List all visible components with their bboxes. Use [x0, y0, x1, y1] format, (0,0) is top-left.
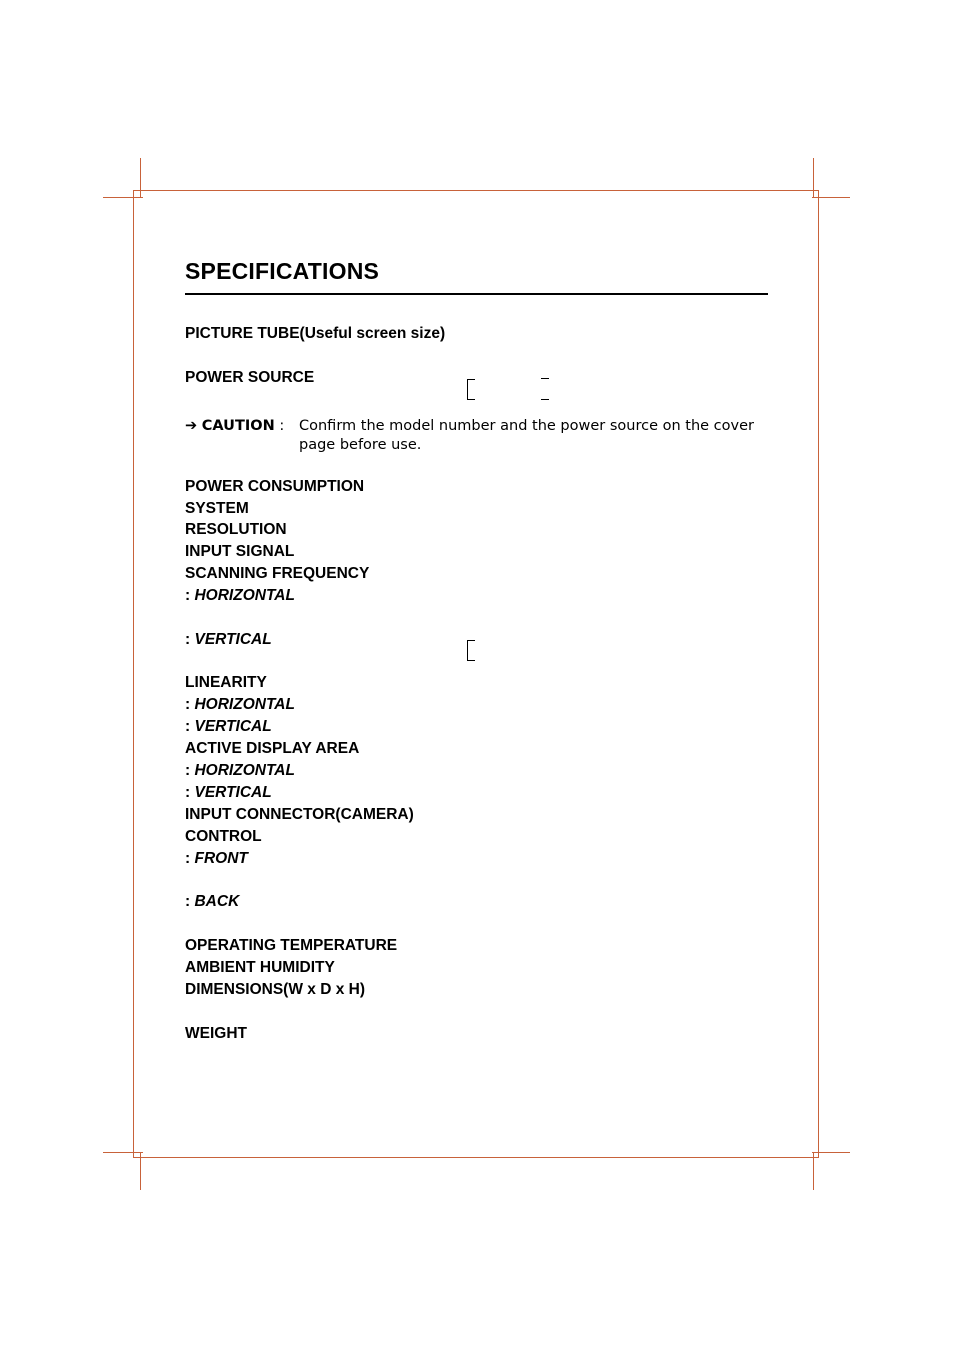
colon-prefix: :: [185, 587, 191, 604]
dash-mark-upper: [541, 378, 549, 379]
spec-ada-vertical: [185, 784, 272, 802]
bracket-mark-vertical: [467, 640, 475, 661]
caution-text: Confirm the model number and the power source on the cover page before use.: [299, 418, 754, 453]
dash-mark-lower: [541, 399, 549, 400]
spec-resolution: RESOLUTION: [185, 521, 287, 538]
colon-prefix: :: [185, 696, 191, 713]
spec-picture-tube: PICTURE TUBE(Useful screen size): [185, 325, 446, 342]
spec-weight: WEIGHT: [185, 1025, 247, 1042]
spec-scan-horizontal-label: HORIZONTAL: [194, 587, 295, 604]
bracket-mark-power-source: [467, 379, 475, 400]
spec-active-display-area: ACTIVE DISPLAY AREA: [185, 740, 360, 757]
spec-ada-horizontal-label: HORIZONTAL: [194, 762, 295, 779]
spec-scanning-frequency: SCANNING FREQUENCY: [185, 565, 370, 582]
spec-linearity: LINEARITY: [185, 674, 267, 691]
spec-power-source: POWER SOURCE: [185, 369, 315, 386]
caution-separator: :: [279, 418, 285, 434]
colon-prefix: :: [185, 762, 191, 779]
spec-lin-vertical: [185, 718, 272, 736]
spec-scan-vertical-label: VERTICAL: [194, 631, 272, 648]
spec-scan-vertical: [185, 631, 272, 649]
colon-prefix: :: [185, 850, 191, 867]
spec-control-front-label: FRONT: [194, 850, 248, 867]
spec-input-signal: INPUT SIGNAL: [185, 543, 295, 560]
spec-input-connector: INPUT CONNECTOR(CAMERA): [185, 806, 414, 823]
spec-ada-vertical-label: VERTICAL: [194, 784, 272, 801]
spec-control-front: [185, 850, 248, 868]
spec-system: SYSTEM: [185, 500, 249, 517]
colon-prefix: :: [185, 631, 191, 648]
spec-dimensions: DIMENSIONS(W x D x H): [185, 981, 365, 998]
spec-operating-temperature: OPERATING TEMPERATURE: [185, 937, 398, 954]
caution-note: [185, 417, 770, 453]
title-underline: [185, 293, 768, 295]
spec-control: CONTROL: [185, 828, 262, 845]
spec-power-consumption: POWER CONSUMPTION: [185, 478, 365, 495]
spec-lin-vertical-label: VERTICAL: [194, 718, 272, 735]
spec-control-back-label: BACK: [194, 893, 240, 910]
colon-prefix: :: [185, 784, 191, 801]
spec-control-back: [185, 893, 239, 911]
spec-lin-horizontal: [185, 696, 295, 714]
spec-lin-horizontal-label: HORIZONTAL: [194, 696, 295, 713]
caution-label: CAUTION: [201, 418, 275, 434]
colon-prefix: :: [185, 893, 191, 910]
spec-ada-horizontal: [185, 762, 295, 780]
spec-scan-horizontal: [185, 587, 295, 605]
arrow-right-icon: ➔: [185, 418, 198, 434]
colon-prefix: :: [185, 718, 191, 735]
spec-ambient-humidity: AMBIENT HUMIDITY: [185, 959, 335, 976]
page-title: SPECIFICATIONS: [185, 258, 380, 284]
